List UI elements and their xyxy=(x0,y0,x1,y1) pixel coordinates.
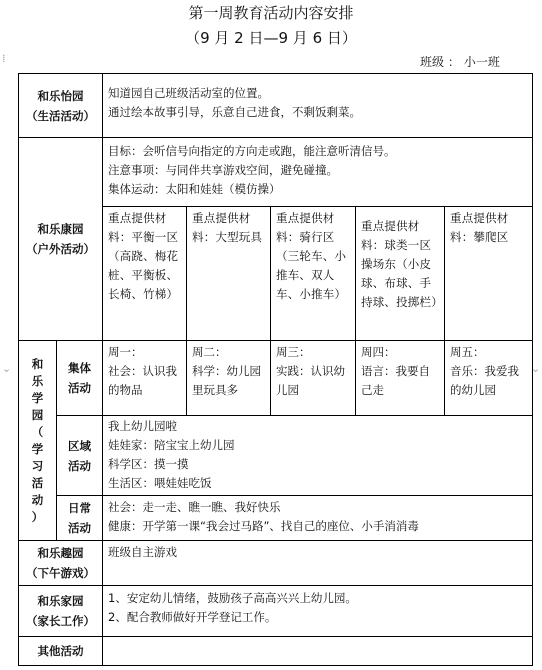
row-other xyxy=(19,637,533,666)
day-label: 周五： xyxy=(450,345,485,359)
class-label: 班级 ： xyxy=(420,55,460,69)
section-fun-name: 和乐趣园 xyxy=(37,546,84,560)
section-home-sub: （家长工作） xyxy=(26,614,95,628)
resource-cell: 重点提供材料：攀爬区 xyxy=(445,207,533,341)
learning-char: 动 xyxy=(31,492,44,507)
row-fun xyxy=(19,541,533,586)
group-label-line: 集体 xyxy=(68,361,91,375)
group-activity-label xyxy=(57,341,103,416)
area-line: 娃娃家：陪宝宝上幼儿园 xyxy=(108,438,235,452)
other-content xyxy=(103,637,533,666)
day-label: 周二： xyxy=(192,345,227,359)
day-content: 音乐：我爱我的幼儿园 xyxy=(450,364,519,397)
day-content: 科学：幼儿园里玩具多 xyxy=(192,364,261,397)
day-label: 周三： xyxy=(276,345,311,359)
table-anchor-icon[interactable]: ⁞ xyxy=(2,52,6,65)
area-line: 科学区：摸一摸 xyxy=(108,457,189,471)
row-home xyxy=(19,586,533,637)
section-life-content xyxy=(103,74,533,138)
day-cell-wed xyxy=(271,341,356,416)
home-line: 1、安定幼儿情绪，鼓励孩子高高兴兴上幼儿园。 xyxy=(108,591,357,605)
area-label-line: 活动 xyxy=(68,458,91,473)
section-other-header: 其他活动 xyxy=(19,637,103,666)
learning-char: 园 xyxy=(31,407,44,422)
learning-char: 学 xyxy=(31,441,44,456)
life-line: 知道园自己班级活动室的位置。 xyxy=(108,86,269,100)
class-info xyxy=(420,53,504,70)
day-content: 实践：认识幼儿园 xyxy=(276,364,345,397)
day-label: 周四： xyxy=(361,345,396,359)
row-learning-daily xyxy=(19,496,533,541)
outdoor-goals xyxy=(103,138,533,207)
resource-cell: 重点提供材料：球类一区操场东（小皮球、布球、手持球、投掷栏） xyxy=(356,207,445,341)
outdoor-line: 注意事项：与同伴共享游戏空间，避免碰撞。 xyxy=(108,163,338,177)
section-outdoor-sub: （户外活动） xyxy=(26,242,95,256)
day-cell-mon xyxy=(103,341,187,416)
section-learning-header xyxy=(19,341,57,541)
day-label: 周一： xyxy=(108,345,143,359)
section-life-name: 和乐怡园 xyxy=(37,88,84,103)
resource-cell: 重点提供材料：大型玩具 xyxy=(187,207,271,341)
learning-char: 乐 xyxy=(31,373,44,388)
outdoor-line: 集体运动：太阳和娃娃（模仿操） xyxy=(108,182,281,196)
class-value: 小一班 xyxy=(463,55,500,69)
row-learning-group xyxy=(19,341,533,416)
area-activity-content xyxy=(103,416,533,496)
daily-label-line: 日常 xyxy=(68,501,91,515)
home-content xyxy=(103,586,533,637)
section-outdoor-header xyxy=(19,138,103,341)
resource-cell: 重点提供材料：骑行区（三轮车、小推车、双人车、小推车） xyxy=(271,207,356,341)
learning-char: 活 xyxy=(31,475,44,490)
area-label-line: 区域 xyxy=(68,438,91,453)
row-outdoor-goals xyxy=(19,138,533,207)
learning-char: ） xyxy=(31,509,44,524)
section-life-header xyxy=(19,74,103,138)
area-activity-label xyxy=(57,416,103,496)
day-cell-fri xyxy=(445,341,533,416)
section-home-header xyxy=(19,586,103,637)
schedule-table xyxy=(18,73,533,666)
daily-activity-content xyxy=(103,496,533,541)
daily-activity-label xyxy=(57,496,103,541)
daily-label-line: 活动 xyxy=(68,521,91,535)
section-home-name: 和乐家园 xyxy=(37,594,84,608)
day-cell-tue xyxy=(187,341,271,416)
collapse-left-icon[interactable]: ⌄ xyxy=(2,362,12,375)
document-title: 第一周教育活动内容安排 xyxy=(188,4,354,22)
learning-char: （ xyxy=(31,424,44,439)
section-fun-sub: （下午游戏） xyxy=(26,566,95,580)
day-content: 社会：认识我的物品 xyxy=(108,364,177,397)
daily-line: 社会：走一走、瞧一瞧、我好快乐 xyxy=(108,500,281,514)
row-life xyxy=(19,74,533,138)
resource-cell: 重点提供材料：平衡一区（高跷、梅花桩、平衡板、长椅、竹梯） xyxy=(103,207,187,341)
life-line: 通过绘本故事引导，乐意自己进食，不剩饭剩菜。 xyxy=(108,105,361,119)
fun-content: 班级自主游戏 xyxy=(103,541,533,586)
group-label-line: 活动 xyxy=(68,381,91,395)
collapse-right-icon[interactable]: ⌄ xyxy=(531,362,541,375)
section-life-sub: （生活活动） xyxy=(26,108,95,123)
area-line: 生活区：喂娃娃吃饭 xyxy=(108,476,212,490)
date-range: （9 月 2 日—9 月 6 日） xyxy=(185,29,357,47)
section-fun-header xyxy=(19,541,103,586)
section-outdoor-name: 和乐康园 xyxy=(37,222,84,236)
daily-line: 健康：开学第一课“我会过马路”、找自己的座位、小手消消毒 xyxy=(108,519,419,533)
day-content: 语言：我要自己走 xyxy=(361,364,430,397)
row-learning-area xyxy=(19,416,533,496)
outdoor-line: 目标：会听信号向指定的方向走或跑，能注意听清信号。 xyxy=(108,144,396,158)
learning-char: 和 xyxy=(31,356,44,371)
learning-char: 学 xyxy=(31,390,44,405)
area-line: 我上幼儿园啦 xyxy=(108,419,177,433)
day-cell-thu xyxy=(356,341,445,416)
home-line: 2、配合教师做好开学登记工作。 xyxy=(108,610,277,624)
learning-char: 习 xyxy=(31,458,44,473)
